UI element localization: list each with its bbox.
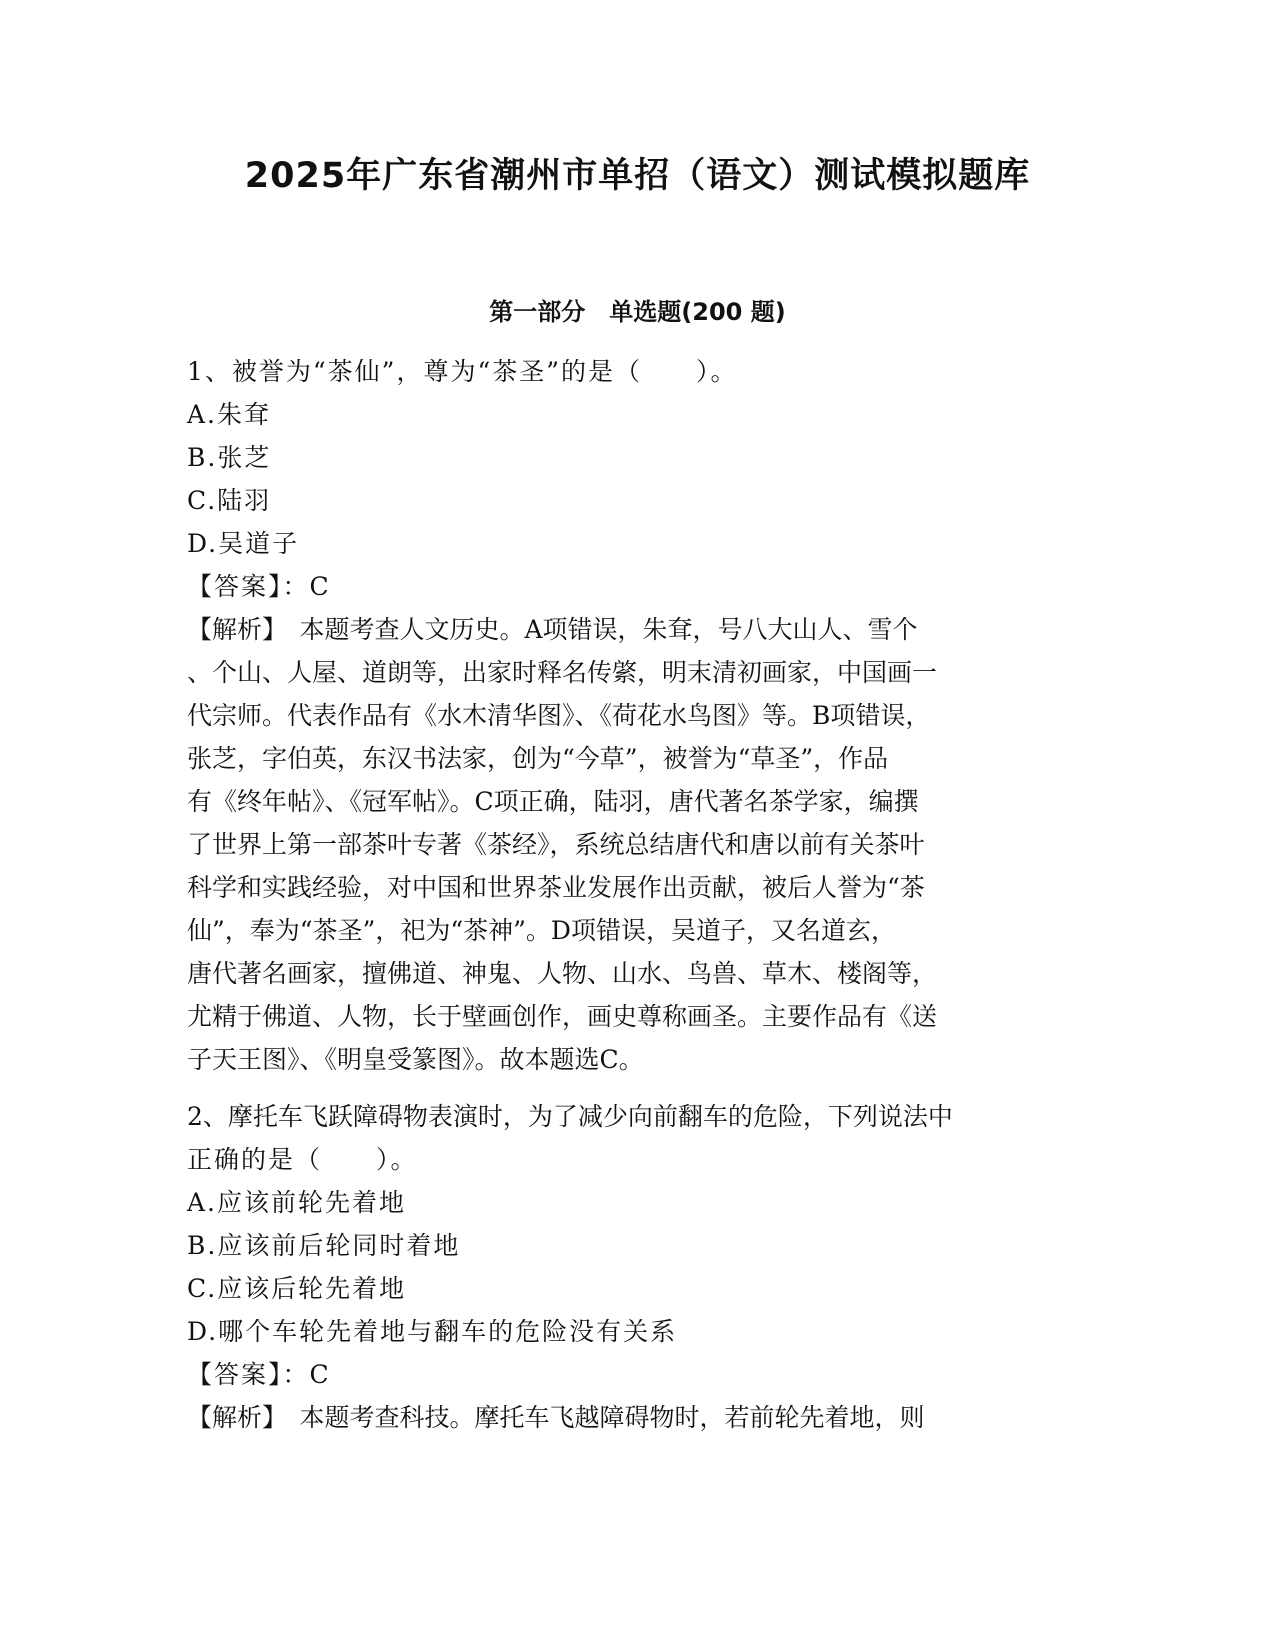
option-c: C.陆羽 [187,486,272,515]
question-gap [187,1081,1087,1095]
analysis-line: 、个山、人屋、道朗等，出家时释名传綮，明末清初画家，中国画一 [187,658,938,687]
section-heading: 第一部分 单选题(200 题) [489,298,786,326]
question-stem: 1、被誉为“茶仙”，尊为“茶圣”的是（ ）。 [187,357,738,386]
answer-line: 【答案】：C [187,1360,331,1389]
option-b: B.应该前后轮同时着地 [187,1231,461,1260]
option-a: A.应该前轮先着地 [187,1188,407,1217]
option-a: A.朱耷 [187,400,272,429]
question-stem: 正确的是（ ）。 [187,1145,418,1174]
option-d: D.哪个车轮先着地与翻车的危险没有关系 [187,1317,678,1346]
question-2 [187,1095,1087,1439]
analysis-line: 了世界上第一部茶叶专著《茶经》，系统总结唐代和唐以前有关茶叶 [187,830,925,859]
question-stem: 2、摩托车飞跃障碍物表演时，为了减少向前翻车的危险，下列说法中 [187,1102,953,1131]
analysis-line: 子天王图》、《明皇受篆图》。故本题选C。 [187,1045,644,1074]
analysis-line: 【解析】 本题考查人文历史。A项错误，朱耷，号八大山人、雪个 [187,615,918,644]
analysis-line: 唐代著名画家，擅佛道、神鬼、人物、山水、鸟兽、草木、楼阁等， [187,959,938,988]
document-title: 2025年广东省潮州市单招（语文）测试模拟题库 [244,156,1031,196]
analysis-line: 【解析】 本题考查科技。摩托车飞越障碍物时，若前轮先着地，则 [187,1403,925,1432]
analysis-line: 代宗师。代表作品有《水木清华图》、《荷花水鸟图》等。B项错误， [187,701,931,730]
option-b: B.张芝 [187,443,272,472]
question-list [187,350,1087,1439]
answer-line: 【答案】：C [187,572,331,601]
analysis-line: 仙”，奉为“茶圣”，祀为“茶神”。D项错误，吴道子，又名道玄， [187,916,896,945]
analysis-line: 有《终年帖》、《冠军帖》。C项正确，陆羽，唐代著名茶学家，编撰 [187,787,919,816]
option-d: D.吴道子 [187,529,300,558]
analysis-line: 尤精于佛道、人物，长于壁画创作，画史尊称画圣。主要作品有《送 [187,1002,938,1031]
analysis-line: 张芝，字伯英，东汉书法家，创为“今草”，被誉为“草圣”，作品 [187,744,889,773]
analysis-line: 科学和实践经验，对中国和世界茶业发展作出贡献，被后人誉为“茶 [187,873,925,902]
option-c: C.应该后轮先着地 [187,1274,407,1303]
question-1 [187,350,1087,1081]
